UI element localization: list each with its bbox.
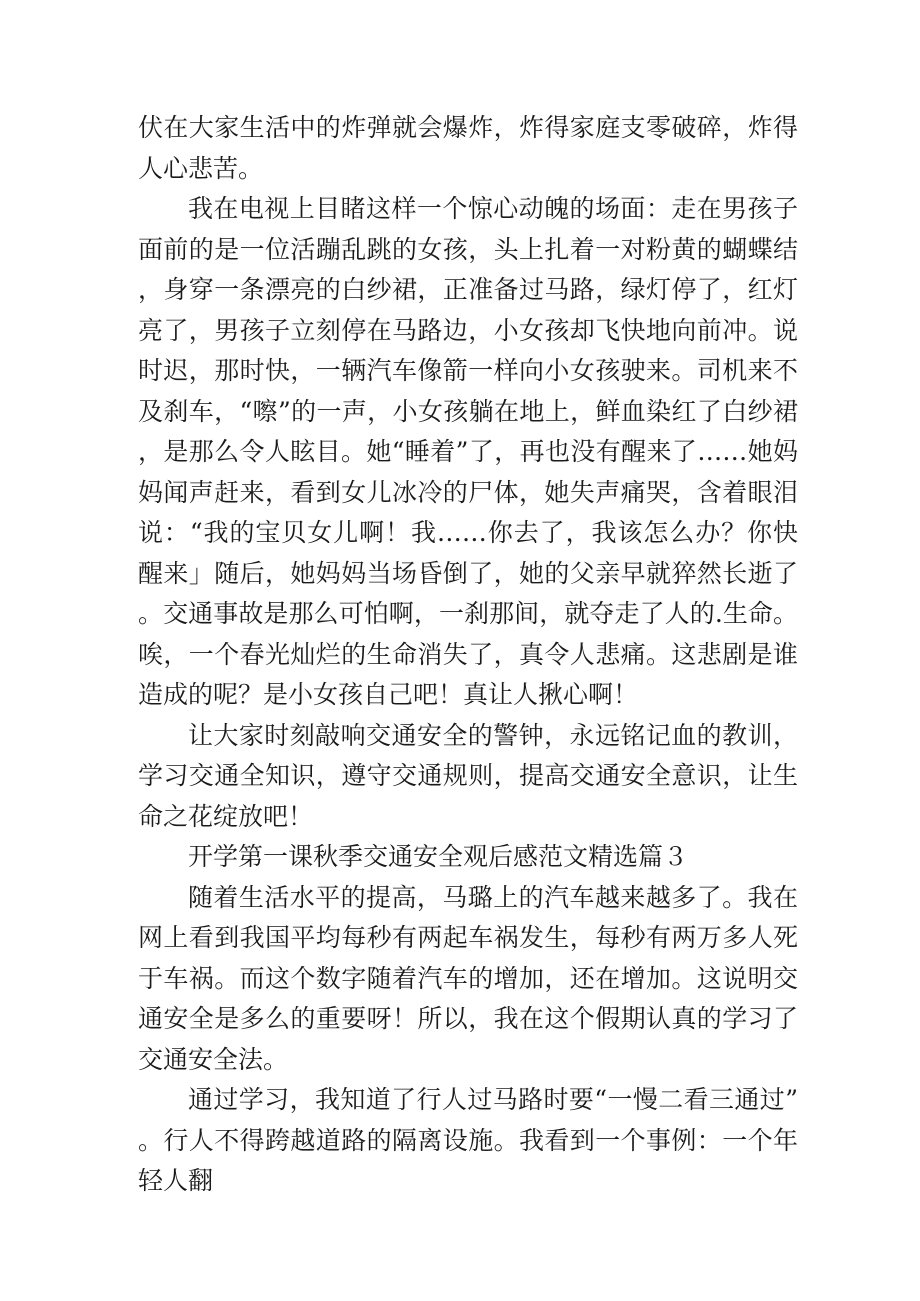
section-title: 开学第一课秋季交通安全观后感范文精选篇３ [188, 842, 689, 871]
paragraph-traffic-statistics: 随着生活水平的提高，马璐上的汽车越来越多了。我在网上看到我国平均每秒有两起车祸发生，每秒有两万多人死于车祸。而这个数字随着汽车的增加，还在增加。这说明交通安全是多么的重要呀！所以，我在这个假期认真的学习了交通安全法。 [138, 882, 798, 1074]
paragraph-pedestrian-rules: 通过学习，我知道了行人过马路时要“一慢二看三通过”。行人不得跨越道路的隔离设施。我看到一个事例：一个年轻人翻 [138, 1085, 798, 1195]
paragraph-continuation: 伏在大家生活中的炸弹就会爆炸，炸得家庭支零破碎，炸得人心悲苦。 [138, 113, 798, 183]
paragraph-safety-appeal: 让大家时刻敲响交通安全的警钟，永远铭记血的教训，学习交通全知识，遵守交通规则，提高交通安全意识，让生命之花绽放吧！ [138, 720, 798, 831]
paragraph-accident-story: 我在电视上目睹这样一个惊心动魄的场面：走在男孩子面前的是一位活蹦乱跳的女孩，头上扎着一对粉黄的蝴蝶结，身穿一条漂亮的白纱裙，正准备过马路，绿灯停了，红灯亮了，男孩子立刻停在马路边，小女孩却飞快地向前冲。说时迟，那时快，一辆汽车像箭一样向小女孩驶来。司机来不及刹车，“嚓”的一声，小女孩躺在地上，鲜血染红了白纱裙，是那么令人眩目。她“睡着”了，再也没有醒来了……她妈妈闻声赶来，看到女儿冰冷的尸体，她失声痛哭，含着眼泪说：“我的宝贝女儿啊！我……你去了，我该怎么办？你快醒来」随后，她妈妈当场昏倒了，她的父亲早就猝然长逝了。交通事故是那么可怕啊，一刹那间，就夺走了人的.生命。唉，一个春光灿烂的生命消失了，真令人悲痛。这悲剧是谁造成的呢？是小女孩自己吧！真让人揪心啊！ [138, 194, 798, 709]
document-page [138, 108, 798, 1202]
